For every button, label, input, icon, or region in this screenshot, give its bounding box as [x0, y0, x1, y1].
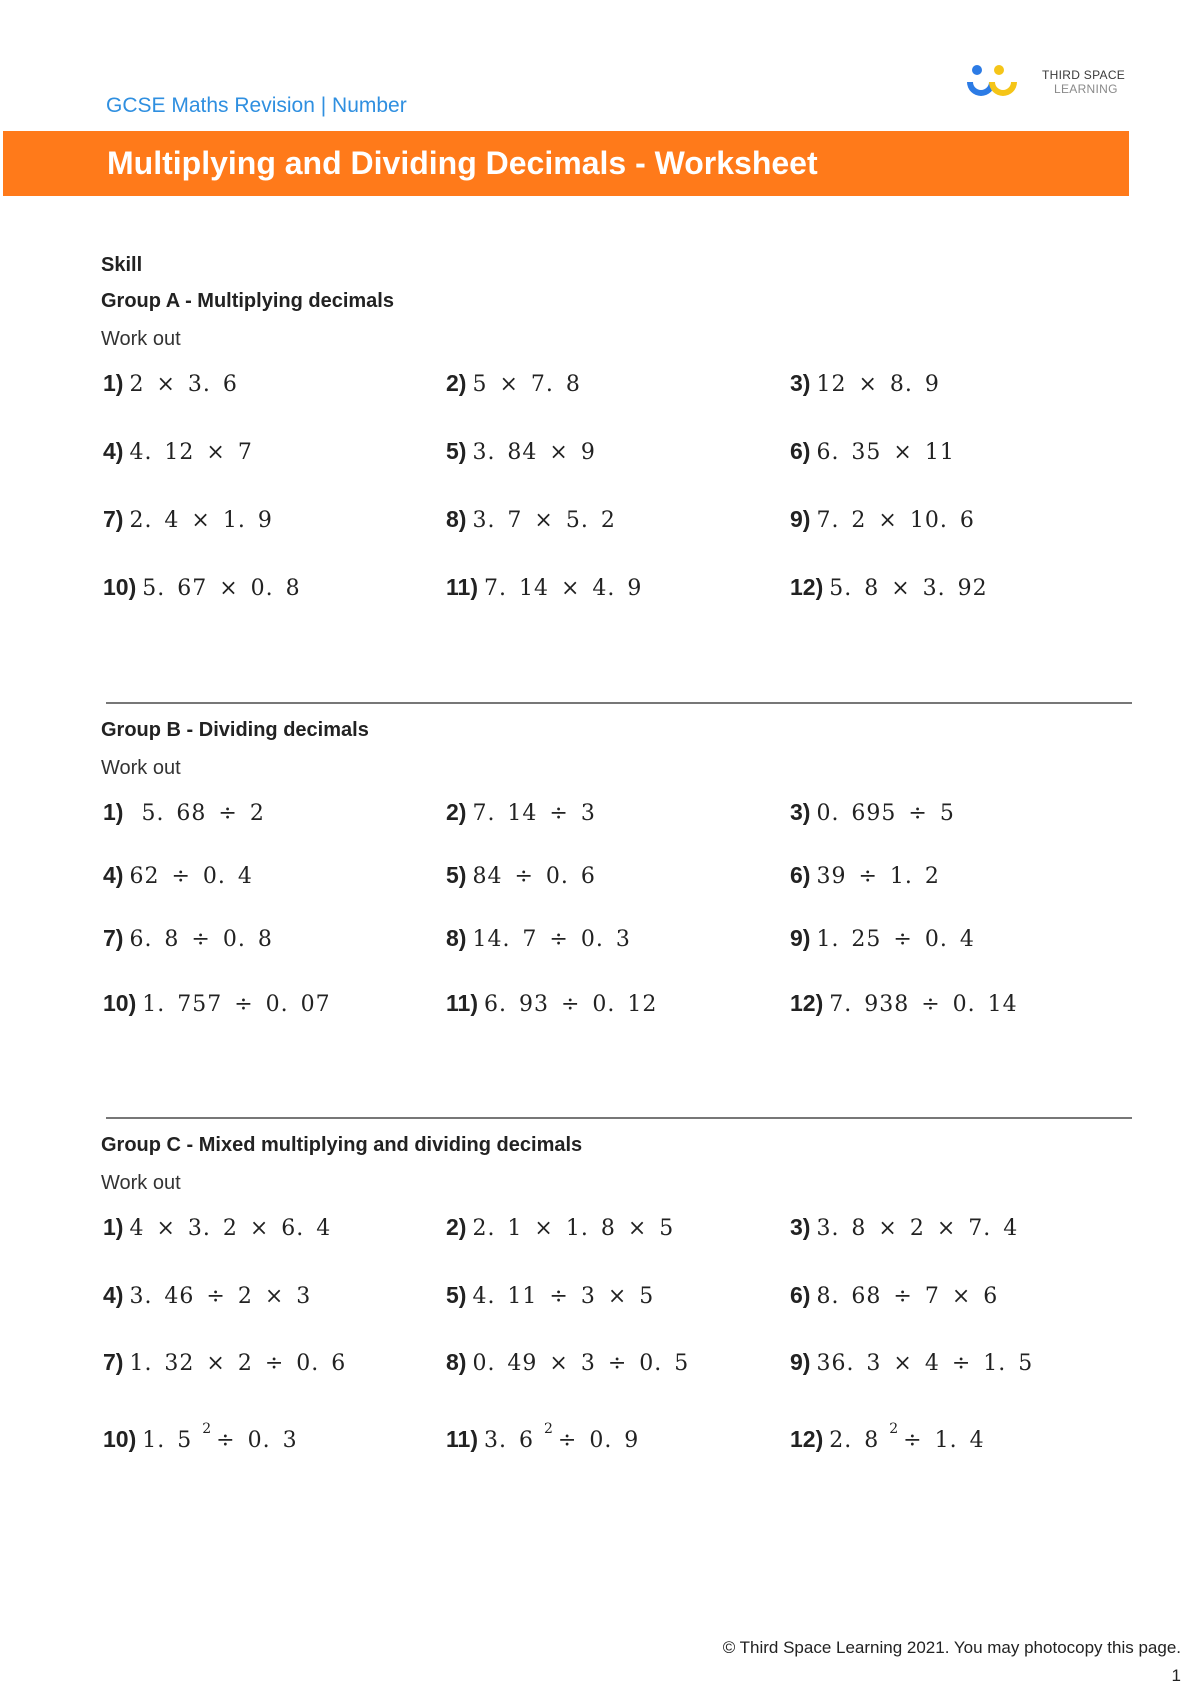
question-expression: 7. 2 × 10. 6	[816, 508, 975, 533]
question-item	[103, 1349, 346, 1376]
question-item	[790, 370, 940, 397]
question-item	[103, 506, 273, 533]
question-item	[446, 1349, 689, 1376]
question-number: 4)	[103, 862, 124, 888]
question-number: 6)	[790, 1282, 811, 1308]
question-expression: 3. 46 ÷ 2 × 3	[129, 1284, 312, 1309]
question-expression: 4. 11 ÷ 3 × 5	[472, 1284, 655, 1309]
page-subtitle: GCSE Maths Revision | Number	[106, 94, 407, 117]
title-banner	[3, 131, 1129, 196]
question-number: 8)	[446, 506, 467, 532]
question-expression: 1. 32 × 2 ÷ 0. 6	[129, 1351, 347, 1376]
question-item	[790, 990, 1018, 1017]
expression-base: 1. 5	[142, 1428, 193, 1453]
question-number: 11)	[446, 1426, 478, 1452]
expression-exponent: 2	[543, 1420, 554, 1437]
logo-wordmark	[1042, 68, 1162, 96]
question-number: 1)	[103, 799, 124, 825]
question-number: 7)	[103, 925, 124, 951]
page-number: 1	[1171, 1666, 1181, 1685]
question-item	[103, 370, 238, 397]
question-expression: 6. 8 ÷ 0. 8	[129, 927, 273, 952]
question-expression: 1. 757 ÷ 0. 07	[142, 992, 331, 1017]
question-item	[790, 1282, 998, 1309]
question-expression: 39 ÷ 1. 2	[816, 864, 940, 889]
question-expression: 2 × 3. 6	[129, 372, 238, 397]
question-number: 10)	[103, 574, 137, 600]
question-item	[103, 574, 301, 601]
question-number: 2)	[446, 799, 467, 825]
question-expression: 4. 12 × 7	[129, 440, 253, 465]
question-number: 6)	[790, 862, 811, 888]
expression-rest: ÷ 0. 3	[216, 1428, 298, 1453]
question-expression: 0. 695 ÷ 5	[816, 801, 955, 826]
question-number: 8)	[446, 925, 467, 951]
group-c-title: Group C - Mixed multiplying and dividing decimals	[101, 1134, 583, 1156]
question-number: 5)	[446, 1282, 467, 1308]
question-number: 9)	[790, 506, 811, 532]
question-expression: 5. 68 ÷ 2	[129, 801, 265, 826]
group-b-title: Group B - Dividing decimals	[101, 719, 369, 741]
question-number: 10)	[103, 1426, 137, 1452]
question-expression: 36. 3 × 4 ÷ 1. 5	[816, 1351, 1034, 1376]
question-expression: 8. 68 ÷ 7 × 6	[816, 1284, 999, 1309]
question-item	[446, 990, 657, 1017]
question-item	[446, 925, 631, 952]
page-title: Multiplying and Dividing Decimals - Worksheet	[107, 145, 818, 181]
logo-line-1: THIRD SPACE	[1042, 68, 1126, 82]
question-number: 7)	[103, 506, 124, 532]
question-item	[446, 1420, 640, 1453]
question-expression: 12 × 8. 9	[816, 372, 940, 397]
copyright-notice: © Third Space Learning 2021. You may photocopy this page.	[722, 1638, 1181, 1657]
question-expression	[483, 1420, 640, 1453]
question-number: 3)	[790, 799, 811, 825]
question-number: 3)	[790, 370, 811, 396]
question-item	[103, 1214, 331, 1241]
question-number: 11)	[446, 990, 478, 1016]
question-expression: 4 × 3. 2 × 6. 4	[129, 1216, 332, 1241]
question-item	[790, 799, 955, 826]
question-item	[446, 862, 596, 889]
question-expression: 7. 14 × 4. 9	[483, 576, 643, 601]
question-expression: 6. 35 × 11	[816, 440, 955, 465]
group-c-instruction: Work out	[101, 1172, 181, 1194]
question-number: 6)	[790, 438, 811, 464]
expression-exponent: 2	[889, 1420, 900, 1437]
expression-rest: ÷ 1. 4	[903, 1428, 985, 1453]
question-expression: 84 ÷ 0. 6	[472, 864, 596, 889]
question-expression: 2. 1 × 1. 8 × 5	[472, 1216, 675, 1241]
question-item	[790, 1349, 1033, 1376]
question-number: 5)	[446, 862, 467, 888]
question-expression: 3. 7 × 5. 2	[472, 508, 616, 533]
question-number: 12)	[790, 990, 824, 1016]
question-item	[790, 925, 975, 952]
question-number: 1)	[103, 1214, 124, 1240]
question-number: 7)	[103, 1349, 124, 1375]
question-item	[790, 506, 975, 533]
question-number: 9)	[790, 925, 811, 951]
group-a-title: Group A - Multiplying decimals	[101, 290, 394, 312]
question-number: 12)	[790, 1426, 824, 1452]
question-number: 12)	[790, 574, 824, 600]
question-expression: 7. 14 ÷ 3	[472, 801, 596, 826]
question-number: 3)	[790, 1214, 811, 1240]
question-expression: 2. 4 × 1. 9	[129, 508, 273, 533]
question-item	[790, 438, 955, 465]
question-item	[103, 1420, 298, 1453]
question-item	[103, 438, 253, 465]
question-item	[790, 862, 940, 889]
question-expression: 5 × 7. 8	[472, 372, 581, 397]
question-expression: 3. 8 × 2 × 7. 4	[816, 1216, 1019, 1241]
question-expression	[829, 1420, 985, 1453]
group-a-instruction: Work out	[101, 328, 181, 350]
question-item	[103, 799, 265, 826]
question-expression: 5. 8 × 3. 92	[829, 576, 988, 601]
question-number: 2)	[446, 1214, 467, 1240]
question-number: 11)	[446, 574, 478, 600]
section-divider	[106, 702, 1132, 704]
question-number: 2)	[446, 370, 467, 396]
question-item	[446, 506, 616, 533]
question-expression: 3. 84 × 9	[472, 440, 596, 465]
question-item	[790, 574, 988, 601]
expression-rest: ÷ 0. 9	[557, 1428, 640, 1453]
logo-line-2: LEARNING	[1054, 82, 1118, 96]
question-expression: 0. 49 × 3 ÷ 0. 5	[472, 1351, 690, 1376]
group-b-instruction: Work out	[101, 757, 181, 779]
question-expression: 6. 93 ÷ 0. 12	[483, 992, 658, 1017]
question-item	[103, 925, 273, 952]
expression-base: 3. 6	[483, 1428, 534, 1453]
expression-base: 2. 8	[829, 1428, 880, 1453]
question-item	[446, 1282, 654, 1309]
question-number: 4)	[103, 1282, 124, 1308]
question-expression: 5. 67 × 0. 8	[142, 576, 301, 601]
question-expression: 1. 25 ÷ 0. 4	[816, 927, 975, 952]
skill-label: Skill	[101, 254, 143, 276]
question-item	[103, 1282, 311, 1309]
question-item	[790, 1214, 1018, 1241]
question-number: 10)	[103, 990, 137, 1016]
question-number: 5)	[446, 438, 467, 464]
question-expression: 62 ÷ 0. 4	[129, 864, 253, 889]
question-item	[790, 1420, 985, 1453]
question-number: 4)	[103, 438, 124, 464]
expression-exponent: 2	[202, 1420, 213, 1437]
question-item	[446, 799, 596, 826]
question-item	[103, 990, 331, 1017]
question-expression: 14. 7 ÷ 0. 3	[472, 927, 631, 952]
question-item	[446, 574, 642, 601]
question-item	[446, 1214, 674, 1241]
section-divider	[106, 1117, 1132, 1119]
question-item	[446, 438, 596, 465]
question-number: 9)	[790, 1349, 811, 1375]
question-expression	[142, 1420, 298, 1453]
question-expression: 7. 938 ÷ 0. 14	[829, 992, 1018, 1017]
question-item	[446, 370, 581, 397]
question-number: 1)	[103, 370, 124, 396]
question-item	[103, 862, 253, 889]
question-number: 8)	[446, 1349, 467, 1375]
